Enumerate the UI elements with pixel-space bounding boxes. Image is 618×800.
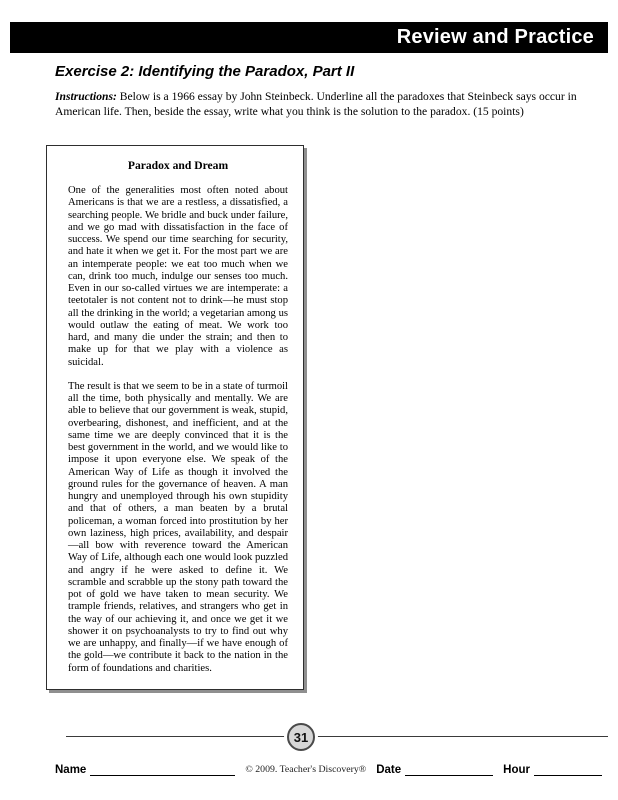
name-blank-line (90, 763, 235, 776)
instructions (55, 90, 592, 119)
copyright-text: © 2009. Teacher's Discovery® (245, 764, 367, 775)
name-label: Name (55, 764, 87, 776)
hour-field (503, 763, 602, 776)
essay-box (46, 145, 304, 690)
name-field (55, 763, 235, 776)
footer (55, 763, 602, 776)
date-label: Date (376, 764, 402, 776)
date-blank-line (405, 763, 493, 776)
hour-blank-line (534, 763, 602, 776)
header-bar (10, 22, 608, 53)
exercise-title: Exercise 2: Identifying the Paradox, Part II (55, 63, 355, 80)
date-field (376, 763, 493, 776)
essay-paragraph-1: One of the generalities most often noted about Americans is that we are a restless, a dissatisfied, a searching people. We bridle and buck under failure, and we go mad with dissatisfaction in the face of success. We spend our time searching for security, and hate it when we get it. For the most part we are an intemperate people: we eat too much when we can, drink too much, indulge our senses too much. Even in our so-called virtues we are intemperate: a teetotaler is not content not to drink—he must stop all the drinking in the world; a vegetarian among us would outlaw the eating of meat. We work too hard, and many die under the strain; and then to make up for that we play with a violence as suicidal. (68, 185, 288, 368)
instructions-text: Below is a 1966 essay by John Steinbeck. Underline all the paradoxes that Steinbeck says occur in American life. Then, beside the essay, write what you think is the solution to the paradox. (15 points) (55, 90, 577, 118)
instructions-label: Instructions: (55, 90, 117, 103)
hour-label: Hour (503, 764, 530, 776)
header-title: Review and Practice (396, 26, 594, 48)
footer-divider-line (66, 736, 608, 737)
essay-paragraph-2: The result is that we seem to be in a state of turmoil all the time, both physically and mentally. We are able to believe that our government is weak, stupid, overbearing, dishonest, and inefficient, and at the same time we are deeply convinced that it is the best government in the world, and we would like to impose it upon everyone else. We speak of the American Way of Life as though it involved the ground rules for the governance of heaven. A man hungry and unemployed through his own stupidity and that of others, a man beaten by a brutal policeman, a woman forced into prostitution by her own laziness, high prices, availability, and despair—all bow with reverence toward the American Way of Life, although each one would look puzzled and angry if he were asked to define it. We scramble and scrabble up the stony path toward the pot of gold we have taken to mean security. We trample friends, relatives, and strangers who get in the way of our achieving it, and once we get it we shower it on psychoanalysts to try to find out why we are unhappy, and finally—if we have enough of the gold—we contribute it back to the nation in the form of foundations and charities. (68, 380, 288, 674)
essay-title: Paradox and Dream (127, 159, 229, 172)
page-number-badge: 31 (287, 723, 315, 751)
